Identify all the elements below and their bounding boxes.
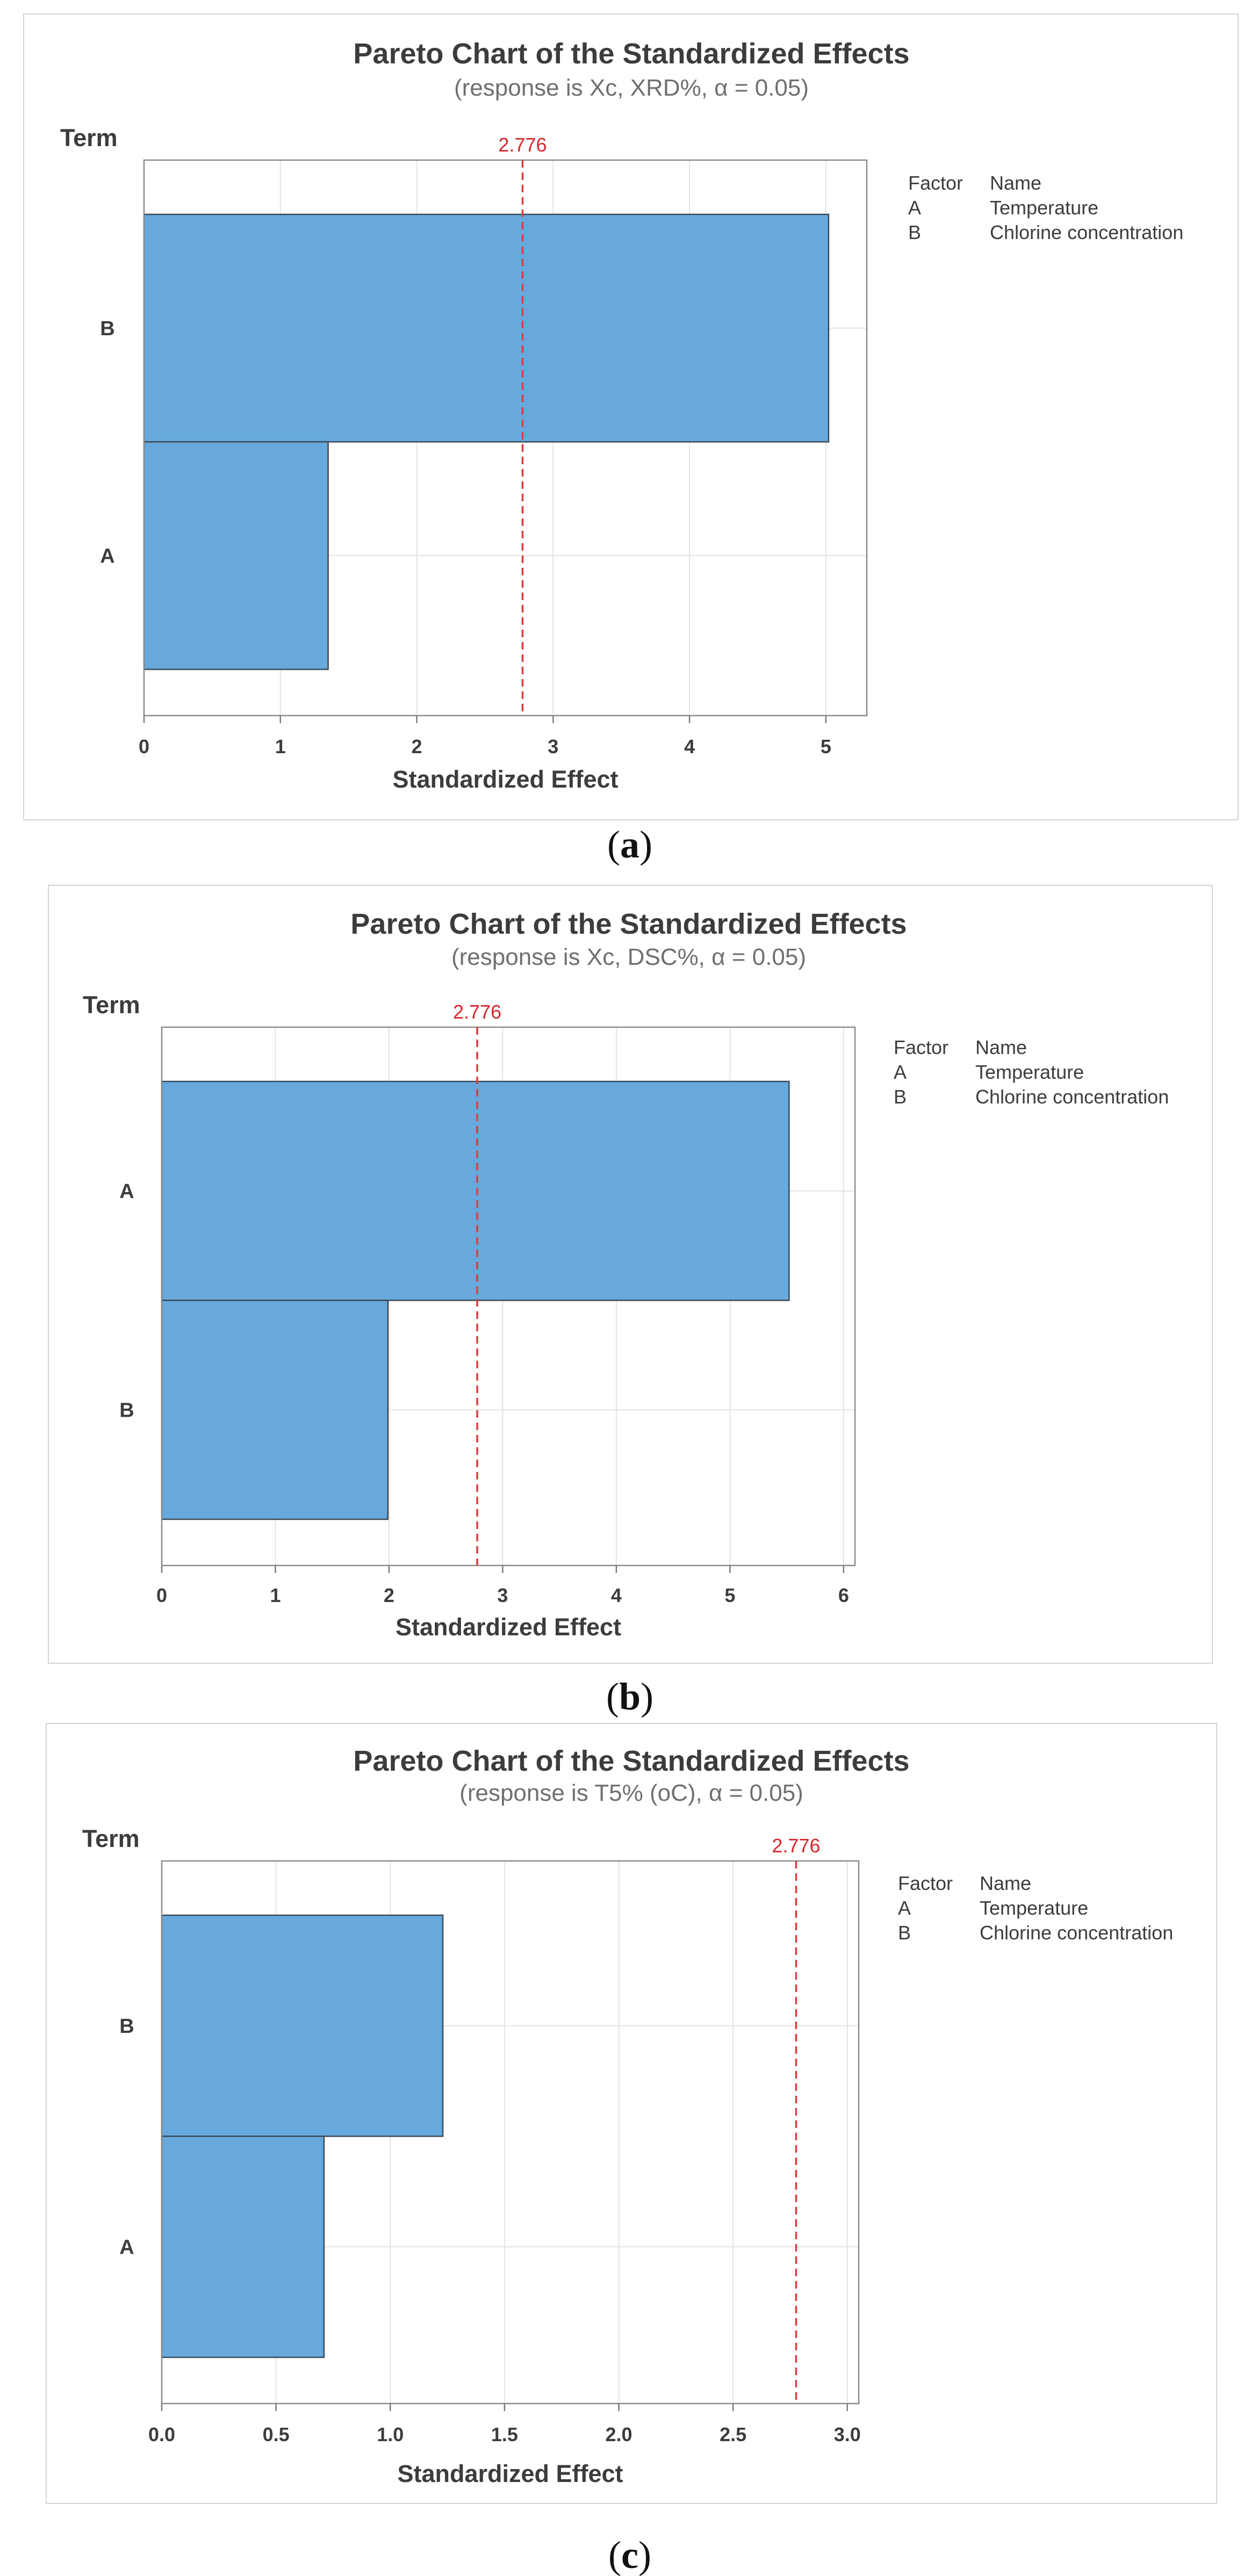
y-axis-title: Term bbox=[60, 124, 118, 151]
chart-subtitle: (response is Xc, XRD%, α = 0.05) bbox=[454, 75, 809, 101]
term-label-A: A bbox=[119, 1180, 134, 1203]
legend-header: Factor bbox=[898, 1872, 953, 1894]
chart-subtitle: (response is Xc, DSC%, α = 0.05) bbox=[451, 944, 807, 970]
x-tick-label: 0.0 bbox=[148, 2423, 176, 2445]
legend-header: Factor bbox=[894, 1036, 949, 1058]
legend-factor: A bbox=[898, 1897, 911, 1919]
reference-line-label: 2.776 bbox=[772, 1835, 821, 1857]
legend-factor: B bbox=[908, 221, 922, 243]
legend-factor-name: Temperature bbox=[990, 197, 1099, 219]
chart-subtitle: (response is T5% (oC), α = 0.05) bbox=[459, 1780, 803, 1806]
x-tick-label: 1.5 bbox=[491, 2423, 518, 2445]
bar-A bbox=[162, 2137, 324, 2358]
x-tick-label: 6 bbox=[838, 1584, 849, 1606]
legend-factor-name: Chlorine concentration bbox=[980, 1922, 1174, 1944]
x-tick-label: 3.0 bbox=[833, 2423, 861, 2445]
y-axis-title: Term bbox=[82, 1825, 140, 1852]
pareto-chart-a bbox=[0, 0, 1258, 866]
x-tick-label: 5 bbox=[820, 735, 831, 757]
panel-caption: (c) bbox=[608, 2534, 651, 2576]
x-tick-label: 1.0 bbox=[377, 2423, 404, 2445]
bar-A bbox=[162, 1081, 789, 1301]
bar-A bbox=[144, 442, 328, 670]
x-tick-label: 1 bbox=[270, 1584, 281, 1606]
bar-B bbox=[144, 214, 829, 442]
legend-header: Factor bbox=[908, 172, 964, 194]
legend-header: Name bbox=[990, 172, 1042, 194]
reference-line-label: 2.776 bbox=[453, 1001, 502, 1023]
legend-factor-name: Temperature bbox=[975, 1061, 1084, 1083]
x-tick-label: 2.0 bbox=[605, 2423, 632, 2445]
legend-factor: A bbox=[908, 197, 922, 219]
x-tick-label: 2 bbox=[383, 1584, 394, 1606]
x-axis-title: Standardized Effect bbox=[397, 2460, 623, 2487]
term-label-B: B bbox=[119, 1399, 134, 1422]
x-axis-title: Standardized Effect bbox=[395, 1613, 622, 1641]
x-tick-label: 2 bbox=[411, 735, 422, 757]
legend-header: Name bbox=[975, 1036, 1027, 1058]
pareto-chart-c bbox=[0, 1719, 1258, 2576]
bar-B bbox=[162, 1301, 388, 1520]
plot-area bbox=[119, 1001, 855, 1641]
bar-B bbox=[162, 1915, 443, 2137]
chart-title: Pareto Chart of the Standardized Effects bbox=[353, 38, 910, 70]
x-tick-label: 5 bbox=[724, 1584, 736, 1606]
y-axis-title: Term bbox=[83, 991, 140, 1019]
reference-line-label: 2.776 bbox=[498, 134, 547, 156]
x-tick-label: 3 bbox=[497, 1584, 508, 1606]
legend-factor: B bbox=[894, 1086, 907, 1108]
panel-caption: (a) bbox=[607, 823, 652, 866]
chart-title: Pareto Chart of the Standardized Effects bbox=[353, 1745, 910, 1777]
plot-area bbox=[100, 134, 867, 793]
legend-factor-name: Chlorine concentration bbox=[975, 1086, 1169, 1108]
term-label-B: B bbox=[119, 2015, 134, 2038]
legend-factor-name: Temperature bbox=[980, 1897, 1089, 1919]
x-tick-label: 4 bbox=[684, 735, 695, 757]
legend-factor: B bbox=[898, 1922, 911, 1944]
x-tick-label: 3 bbox=[548, 735, 559, 757]
term-label-A: A bbox=[100, 545, 115, 568]
legend-factor: A bbox=[894, 1061, 907, 1083]
term-label-A: A bbox=[119, 2236, 134, 2259]
plot-area bbox=[119, 1835, 860, 2487]
pareto-chart-b bbox=[0, 860, 1258, 1719]
x-tick-label: 0 bbox=[156, 1584, 168, 1606]
x-tick-label: 2.5 bbox=[720, 2423, 747, 2445]
x-tick-label: 0.5 bbox=[262, 2423, 290, 2445]
legend-header: Name bbox=[980, 1872, 1032, 1894]
panel-caption: (b) bbox=[606, 1675, 654, 1718]
term-label-B: B bbox=[100, 317, 115, 340]
x-tick-label: 0 bbox=[138, 735, 150, 757]
chart-title: Pareto Chart of the Standardized Effects bbox=[350, 908, 907, 940]
x-tick-label: 4 bbox=[610, 1584, 622, 1606]
x-tick-label: 1 bbox=[275, 735, 286, 757]
x-axis-title: Standardized Effect bbox=[392, 766, 619, 793]
legend-factor-name: Chlorine concentration bbox=[990, 221, 1184, 243]
